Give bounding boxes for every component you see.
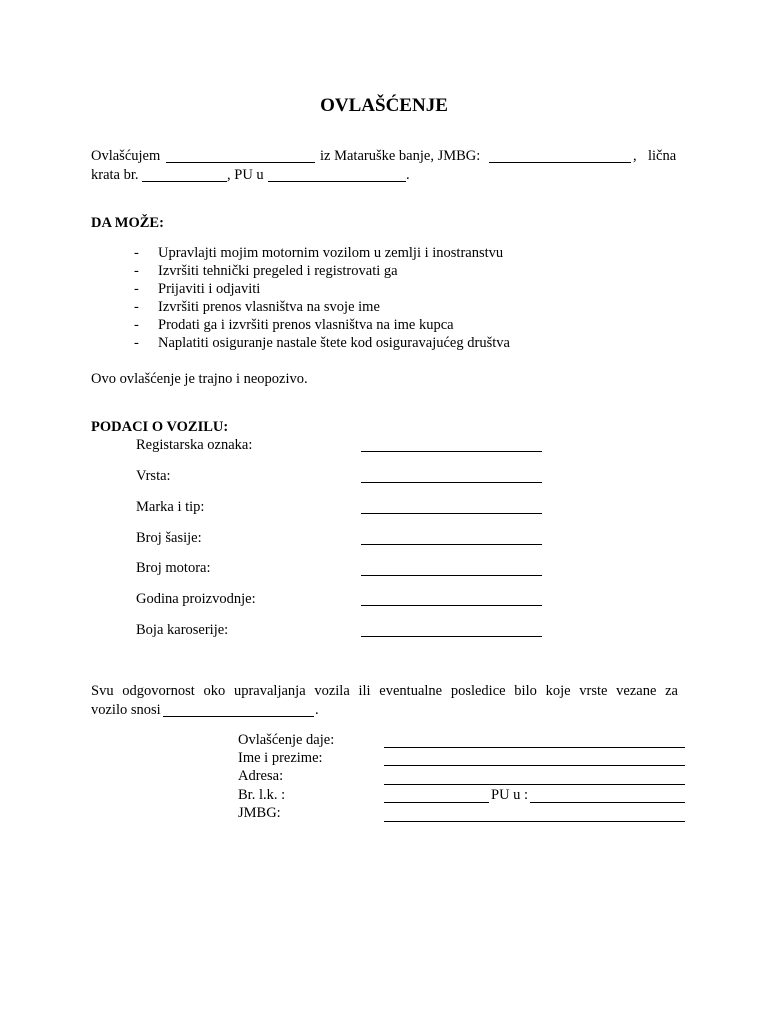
permanent-statement: Ovo ovlašćenje je trajno i neopozivo. [91, 371, 308, 387]
responsible-party-field[interactable] [163, 716, 314, 717]
list-item: - Upravlajti mojim motornim vozilom u zemlji i inostranstvu [134, 245, 504, 261]
id-card-field[interactable] [384, 802, 489, 803]
id-card-number-blank-field[interactable] [142, 181, 227, 182]
document-title: OVLAŠĆENJE [320, 95, 448, 116]
registration-plate-field[interactable] [361, 451, 542, 452]
signer-field-label: Br. l.k. : [238, 787, 286, 803]
name-blank-field[interactable] [166, 162, 315, 163]
vehicle-field-label: Registarska oznaka: [136, 437, 253, 453]
pu-label: PU u : [491, 787, 529, 803]
chassis-number-field[interactable] [361, 544, 542, 545]
da-moze-heading: DA MOŽE: [91, 215, 164, 231]
signer-jmbg-field[interactable] [384, 821, 685, 822]
make-model-field[interactable] [361, 513, 542, 514]
intro-word-ovlascujem: Ovlašćujem [91, 148, 161, 164]
list-item: - Izvršiti tehnički pregeled i registrovati ga [134, 263, 398, 279]
signer-field-label: Ime i prezime: [238, 750, 323, 766]
vehicle-type-field[interactable] [361, 482, 542, 483]
signer-field-label: Adresa: [238, 768, 284, 784]
pu-blank-field[interactable] [268, 181, 406, 182]
list-item: - Prijaviti i odjaviti [134, 281, 261, 297]
signer-field-label: Ovlašćenje daje: [238, 732, 335, 748]
engine-number-field[interactable] [361, 575, 542, 576]
signer-field-label: JMBG: [238, 805, 281, 821]
authorizer-field[interactable] [384, 747, 685, 748]
vehicle-field-label: Marka i tip: [136, 499, 205, 515]
vehicle-field-label: Boja karoserije: [136, 622, 229, 638]
body-color-field[interactable] [361, 636, 542, 637]
jmbg-blank-field[interactable] [489, 162, 631, 163]
intro-period: . [406, 167, 410, 183]
intro-text-krata: krata br. [91, 167, 139, 183]
signer-pu-field[interactable] [530, 802, 685, 803]
responsibility-period: . [315, 702, 319, 718]
vehicle-field-label: Vrsta: [136, 468, 171, 484]
responsibility-line-2-start: vozilo snosi [91, 702, 161, 718]
address-field[interactable] [384, 784, 685, 785]
vehicle-field-label: Godina proizvodnje: [136, 591, 256, 607]
production-year-field[interactable] [361, 605, 542, 606]
list-item: - Izvršiti prenos vlasništva na svoje ime [134, 299, 380, 315]
intro-word-licna: lična [648, 148, 677, 164]
vehicle-field-label: Broj motora: [136, 560, 211, 576]
responsibility-line-1: Svu odgovornost oko upravaljanja vozila ili eventualne posledice bilo koje vrste vezane za [91, 683, 678, 699]
vehicle-field-label: Broj šasije: [136, 530, 202, 546]
list-item: - Prodati ga i izvršiti prenos vlasništva na ime kupca [134, 317, 454, 333]
intro-text-iz: iz Mataruške banje, JMBG: [320, 148, 481, 164]
list-item: - Naplatiti osiguranje nastale štete kod osiguravajućeg društva [134, 335, 510, 351]
vehicle-heading: PODACI O VOZILU: [91, 419, 229, 435]
intro-text-pu: , PU u [227, 167, 264, 183]
full-name-field[interactable] [384, 765, 685, 766]
intro-comma: , [633, 148, 637, 164]
